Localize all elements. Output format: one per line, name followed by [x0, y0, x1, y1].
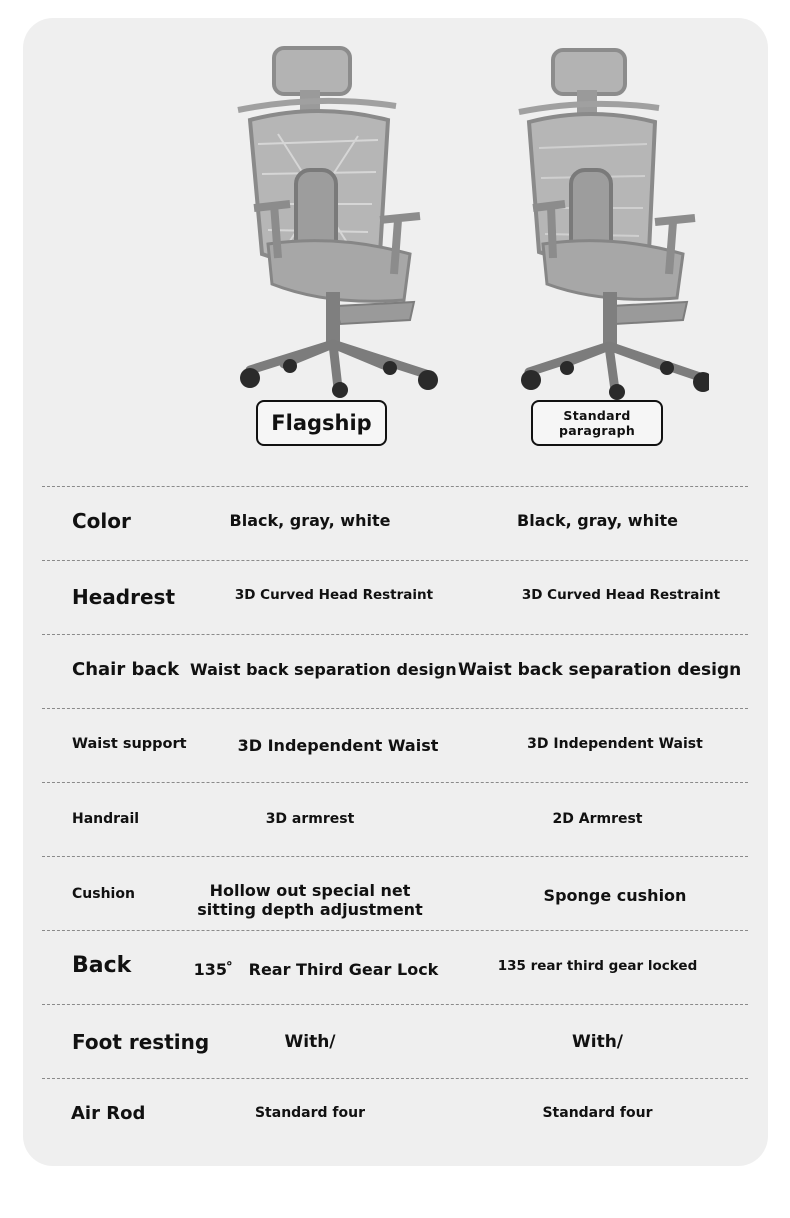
row-divider: [42, 1004, 748, 1005]
flagship-chair-image: [228, 44, 438, 404]
flagship-badge: Flagship: [256, 400, 387, 446]
flagship-chair-back: Waist back separation design: [190, 660, 457, 679]
spec-label-handrail: Handrail: [72, 811, 140, 827]
standard-waist-support: 3D Independent Waist: [527, 736, 703, 752]
spec-label-waist-support: Waist support: [72, 736, 187, 752]
row-divider: [42, 634, 748, 635]
standard-cushion: Sponge cushion: [543, 886, 687, 905]
standard-badge: Standard paragraph: [531, 400, 663, 446]
spec-label-chair-back: Chair back: [72, 659, 180, 680]
standard-headrest: 3D Curved Head Restraint: [521, 587, 721, 603]
spec-label-air-rod: Air Rod: [71, 1103, 146, 1124]
row-divider: [42, 708, 748, 709]
flagship-handrail: 3D armrest: [265, 811, 355, 827]
spec-label-back: Back: [72, 953, 132, 978]
row-divider: [42, 560, 748, 561]
row-divider: [42, 1078, 748, 1079]
spec-label-color: Color: [72, 509, 131, 533]
standard-air-rod: Standard four: [542, 1105, 653, 1121]
spec-label-cushion: Cushion: [72, 886, 135, 902]
flagship-waist-support: 3D Independent Waist: [237, 736, 439, 755]
flagship-cushion: Hollow out special net sitting depth adjustment: [197, 881, 423, 919]
standard-back: 135 rear third gear locked: [497, 958, 698, 974]
standard-chair-back: Waist back separation design: [458, 660, 742, 680]
flagship-headrest: 3D Curved Head Restraint: [234, 587, 434, 603]
spec-label-foot-resting: Foot resting: [72, 1030, 210, 1054]
row-divider: [42, 486, 748, 487]
row-divider: [42, 930, 748, 931]
standard-foot-resting: With/: [571, 1032, 624, 1052]
flagship-foot-resting: With/: [284, 1032, 336, 1052]
flagship-air-rod: Standard four: [254, 1105, 366, 1121]
row-divider: [42, 782, 748, 783]
standard-handrail: 2D Armrest: [552, 811, 643, 827]
flagship-back: 135゜ Rear Third Gear Lock: [193, 960, 439, 979]
row-divider: [42, 856, 748, 857]
spec-label-headrest: Headrest: [72, 585, 176, 609]
flagship-color: Black, gray, white: [229, 511, 391, 530]
standard-chair-image: [499, 46, 709, 406]
standard-color: Black, gray, white: [517, 511, 678, 530]
